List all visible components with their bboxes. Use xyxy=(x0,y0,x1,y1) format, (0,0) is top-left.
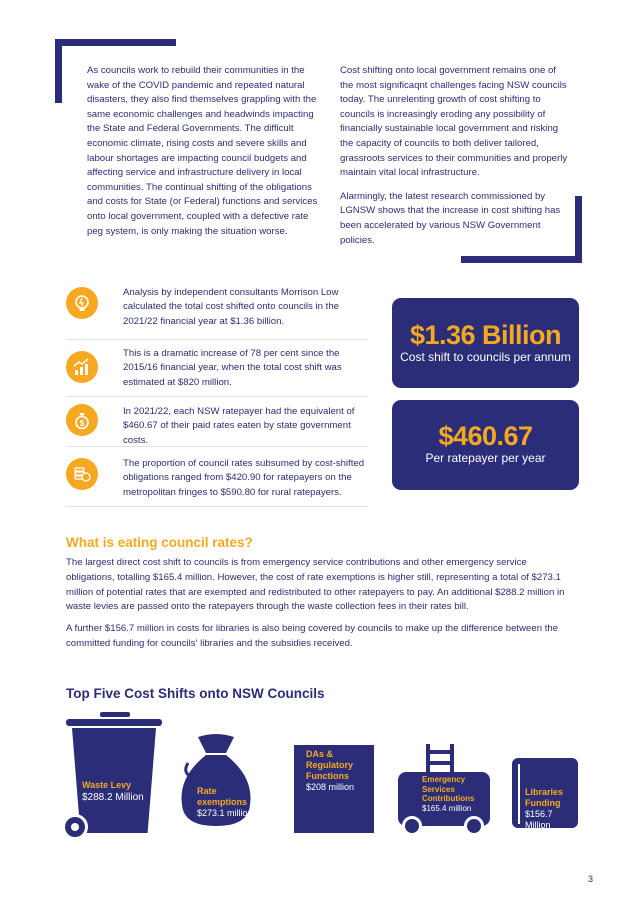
highlight-label: Cost shift to councils per annum xyxy=(400,350,571,364)
lightbulb-icon xyxy=(66,287,98,319)
bracket-top-left-horizontal xyxy=(55,39,176,46)
stat-row-2 xyxy=(66,339,368,397)
money-bag-icon xyxy=(66,404,98,436)
stat-text-1: Analysis by independent consultants Morrison Low calculated the total cost shifted onto councils in the 2021/22 financial year at $1.36 billion. xyxy=(123,287,339,327)
bracket-top-left-vertical xyxy=(55,39,62,103)
cost-shift-label xyxy=(82,780,152,804)
cost-shift-label xyxy=(306,749,372,793)
cost-shift-amount: $165.4 million xyxy=(422,803,472,813)
cost-shift-label xyxy=(197,786,253,819)
highlight-value: $1.36 Billion xyxy=(409,320,562,350)
eating-paragraph-2: A further $156.7 million in costs for libraries is also being covered by councils to make up the difference between the committed funding for councils' libraries and the subsidies received. xyxy=(66,623,559,649)
cost-shift-name: Libraries xyxy=(525,787,564,797)
cost-shift-name: Funding xyxy=(525,798,561,808)
stat-row-1 xyxy=(66,283,368,340)
cost-shift-name: Rate xyxy=(197,786,217,796)
highlight-value: $460.67 xyxy=(438,421,533,451)
ladder-icon xyxy=(426,744,454,774)
stat-text-2: This is a dramatic increase of 78 per cent since the 2015/16 financial year, when the total cost shift was estimated at $820 million. xyxy=(123,348,342,388)
cost-shift-name: DAs & xyxy=(306,749,334,759)
cost-shift-libraries xyxy=(512,758,578,828)
cost-shift-name: Services xyxy=(422,784,455,794)
cost-shift-label xyxy=(422,775,488,814)
cost-shift-amount: $273.1 million xyxy=(197,808,253,818)
section-heading-eating-rates: What is eating council rates? xyxy=(66,535,253,550)
coins-icon xyxy=(66,458,98,490)
book-pages xyxy=(518,764,520,824)
bin-wheel xyxy=(62,814,88,840)
intro-paragraph-left: As councils work to rebuild their communities in the wake of the COVID pandemic and repeated natural disasters, they also find themselves grappling with the same economic challenges and headwinds impacting the State and Federal Governments. The difficult economic climate, rising costs and severe skills and labour shortages are impacting council budgets and affecting service and infrastructure delivery in local communities. The continual shifting of the obligations and costs for State (or Federal) functions and services onto local government, coupled with a defective rate peg system, is only making the situation worse. xyxy=(87,65,318,237)
cost-shift-name: exemptions xyxy=(197,797,248,807)
cost-shift-amount: $156.7 Million xyxy=(525,809,553,830)
page-number: 3 xyxy=(587,874,593,884)
cost-shift-amount: $288.2 Million xyxy=(82,792,144,803)
bracket-bottom-right-vertical xyxy=(575,196,582,263)
highlight-per-ratepayer xyxy=(392,400,579,490)
intro-paragraph-right-2: Alarmingly, the latest research commissioned by LGNSW shows that the increase in cost shifting has been accelerated by various NSW Government policies. xyxy=(340,190,561,246)
chart-growth-icon xyxy=(66,351,98,383)
cost-shift-name: Contributions xyxy=(422,794,475,803)
cost-shift-waste-levy xyxy=(66,712,162,844)
cost-shift-name: Waste Levy xyxy=(82,780,132,790)
cost-shift-name: Functions xyxy=(306,771,349,781)
truck-wheel xyxy=(402,816,422,836)
cost-shift-name: Emergency xyxy=(422,775,466,784)
bracket-bottom-right-horizontal xyxy=(461,256,582,263)
cost-shift-amount: $208 million xyxy=(306,782,355,792)
stat-row-3 xyxy=(66,396,368,447)
cost-shift-das-regulatory xyxy=(294,745,374,833)
bin-handle xyxy=(100,712,130,717)
stat-row-4 xyxy=(66,446,368,507)
cost-shift-rate-exemptions xyxy=(178,733,254,828)
svg-text:$: $ xyxy=(79,419,85,428)
bin-lid xyxy=(66,719,162,726)
cost-shift-label xyxy=(525,787,577,831)
section-heading-top-five: Top Five Cost Shifts onto NSW Councils xyxy=(66,686,325,701)
intro-column-right xyxy=(340,64,568,248)
truck-wheel xyxy=(464,816,484,836)
eating-paragraph-1: The largest direct cost shift to councils is from emergency service contributions and other emergency service obligations, totalling $165.4 million. However, the cost of rate exemptions is higher still, representing a total of $273.1 million of potential rates that are exempted and redistributed to other ratepayers to pay. An additional $288.2 million in waste levies are passed onto the ratepayers through the waste collection fees in their rates bill. xyxy=(66,557,565,613)
intro-paragraph-right-1: Cost shifting onto local government remains one of the most significaqnt challenges facing NSW councils today. The unrelenting growth of cost shifting to councils is increasingly eroding any possibility of financially sustainable local government and risking the capacity of councils to both deliver tailored, grassroots services to their communities and properly maintain vital local infrastructure. xyxy=(340,65,568,179)
cost-shift-emergency-services xyxy=(398,744,490,840)
stat-text-4: The proportion of council rates subsumed by cost-shifted obligations ranged from $420.90 for ratepayers on the metropolitan fringes to $590.80 for rural ratepayers. xyxy=(123,458,365,498)
stat-text-3: In 2021/22, each NSW ratepayer had the equivalent of $460.67 of their paid rates eaten by state government costs. xyxy=(123,406,355,446)
highlight-total-cost-shift xyxy=(392,298,579,388)
cost-shift-name: Regulatory xyxy=(306,760,354,770)
highlight-label: Per ratepayer per year xyxy=(425,451,546,465)
